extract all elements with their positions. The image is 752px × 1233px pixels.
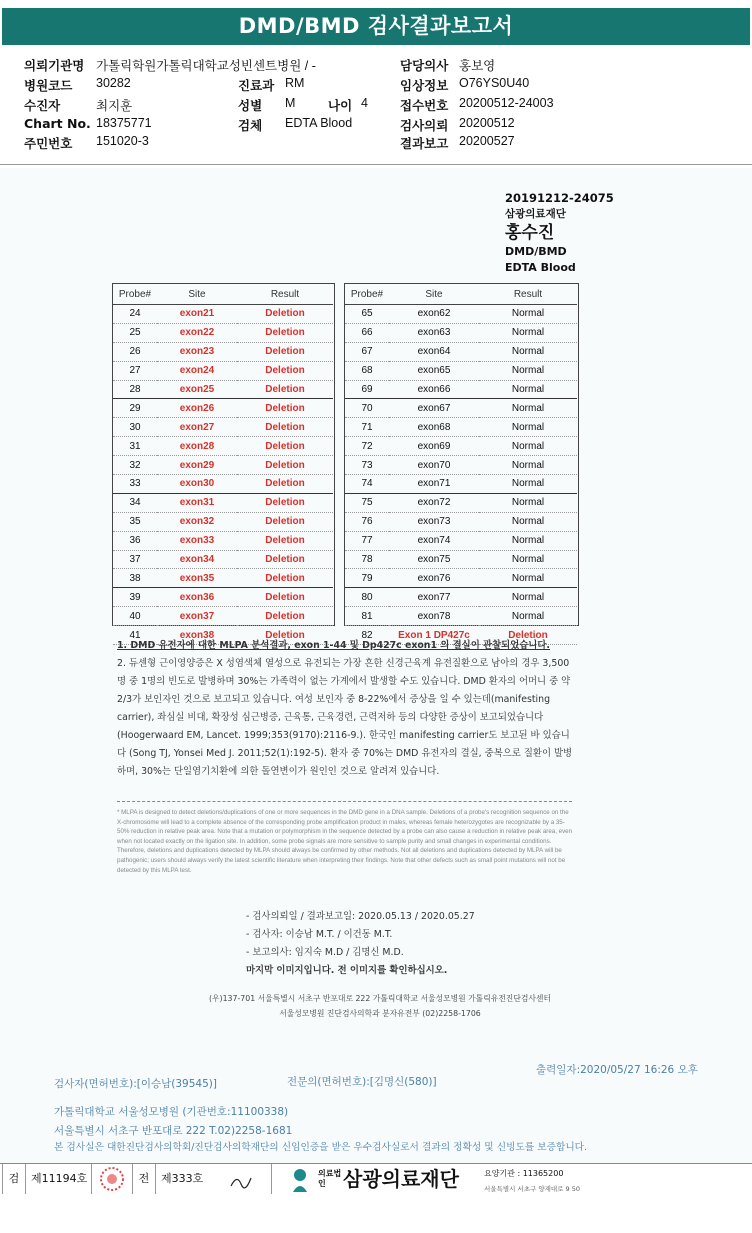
table-row [113,342,333,361]
table-row [345,361,577,380]
org-code: 요양기관 : 11365200 [484,1169,564,1178]
header-divider [0,164,752,165]
probe-cell: 34 [113,493,157,512]
result-cell: Deletion [237,418,333,437]
result-cell: Deletion [237,342,333,361]
result-cell: Normal [479,588,577,607]
bottom-strip [0,1163,752,1194]
probe-cell: 82 [345,626,389,645]
lab-contact: 서울성모병원 진단검사의학과 분자유전부 (02)2258-1706 [279,1009,481,1018]
table-row [113,493,333,512]
strip-cell-3: 전 [133,1164,156,1194]
stamp-specimen: EDTA Blood [505,261,576,274]
result-cell: Normal [479,361,577,380]
result-cell: Normal [479,531,577,550]
certification-statement: 본 검사실은 대한진단검사의학회/진단검사의학재단의 신임인증을 받은 우수검사실로서 결과의 정확성 및 신빙도를 보증합니다. [54,1142,588,1153]
probe-cell: 30 [113,418,157,437]
result-cell: Normal [479,569,577,588]
table-row [345,569,577,588]
receipt-label: 접수번호 [400,98,449,113]
col-result-header: Result [479,284,577,305]
col-probe-header: Probe# [345,284,389,305]
probe-cell: 70 [345,399,389,418]
table-row [345,380,577,399]
table-row [345,475,577,494]
result-cell: Normal [479,550,577,569]
table-row [345,493,577,512]
result-cell: Deletion [237,588,333,607]
probe-cell: 29 [113,399,157,418]
probe-cell: 31 [113,437,157,456]
probe-cell: 69 [345,380,389,399]
result-cell: Normal [479,342,577,361]
table-row [345,550,577,569]
site-cell: exon76 [389,569,479,588]
probe-cell: 25 [113,323,157,342]
physician-value: 홍보영 [459,59,496,73]
strip-license-2: 제333호 [156,1164,272,1194]
site-cell: exon33 [157,531,237,550]
result-cell: Deletion [237,531,333,550]
table-row [345,399,577,418]
code-value: 30282 [96,76,131,90]
report-date-value: 20200527 [459,134,515,148]
result-cell: Deletion [237,550,333,569]
org-name: 삼광의료재단 [343,1167,459,1191]
site-cell: exon23 [157,342,237,361]
site-cell: exon66 [389,380,479,399]
probe-cell: 75 [345,493,389,512]
probe-cell: 68 [345,361,389,380]
right-probe-table [345,284,577,645]
result-cell: Normal [479,399,577,418]
probe-cell: 73 [345,456,389,475]
probe-cell: 65 [345,305,389,324]
probe-cell: 24 [113,305,157,324]
table-row [345,512,577,531]
result-cell: Deletion [237,323,333,342]
mlpa-disclaimer: * MLPA is designed to detect deletions/duplications of one or more sequences in the DMD gene in a DNA sample. Deletions of a probe's recognition sequence on the X-chromosome will lead to a complete absence of the corresponding probe amplification product in males, whereas female heterozygotes are recognizable by a 35-50% reduction in relative peak area. Note that a mutation or polymorphism in the sequence detected by a probe can also cause a reduction in relative peak area, even when not located exactly on the ligation site. In addition, some probe signals are more sensitive to sample purity and small changes in experimental conditions. Therefore, deletions and duplications detected by MLPA should always be confirmed by other methods. Not all deletions and duplications detected by MLPA will be pathogenic; users should always verify the latest scientific literature when interpreting their findings. Note that other defects such as small point mutations will not be detected by this MLPA test. [117,809,573,874]
probe-cell: 28 [113,380,157,399]
site-cell: exon36 [157,588,237,607]
result-cell: Normal [479,475,577,494]
strip-cell-1: 검 [2,1164,26,1194]
probe-cell: 40 [113,607,157,626]
result-cell: Deletion [237,493,333,512]
site-cell: exon64 [389,342,479,361]
site-cell: exon74 [389,531,479,550]
result-cell: Normal [479,380,577,399]
table-row [345,607,577,626]
clinical-value: O76YS0U40 [459,76,530,90]
code-label: 병원코드 [24,78,73,93]
col-site-header: Site [157,284,237,305]
site-cell: exon32 [157,512,237,531]
probe-cell: 78 [345,550,389,569]
specimen-stamp [505,190,614,276]
result-cell: Deletion [237,475,333,494]
table-row [345,305,577,324]
site-cell: exon78 [389,607,479,626]
site-cell: Exon 1 DP427c [389,626,479,645]
table-row [345,342,577,361]
site-cell: exon22 [157,323,237,342]
site-cell: exon62 [389,305,479,324]
probe-cell: 32 [113,456,157,475]
specimen-label: 검체 [238,118,263,133]
title-bar [0,0,752,50]
result-cell: Normal [479,512,577,531]
table-row [113,550,333,569]
result-cell: Normal [479,607,577,626]
site-cell: exon27 [157,418,237,437]
site-cell: exon73 [389,512,479,531]
test-dates: - 검사의뢰일 / 결과보고일: 2020.05.13 / 2020.05.27 [246,911,475,922]
examiner-license: 검사자(면허번호):[이승남(39545)] [54,1078,217,1090]
probe-cell: 27 [113,361,157,380]
site-cell: exon37 [157,607,237,626]
site-cell: exon29 [157,456,237,475]
table-row [113,512,333,531]
stamp-name: 홍수진 [505,223,555,243]
table-row [113,418,333,437]
site-cell: exon34 [157,550,237,569]
last-page-notice: 마지막 이미지입니다. 전 이미지를 확인하십시오. [246,965,448,976]
probe-cell: 66 [345,323,389,342]
hospital-value: 가톨릭학원가톨릭대학교성빈센트병원 / - [96,59,316,73]
stamp-org: 삼광의료재단 [505,208,566,220]
table-row [345,531,577,550]
result-cell: Deletion [237,456,333,475]
site-cell: exon35 [157,569,237,588]
finding-summary: 1. DMD 유전자에 대한 MLPA 분석결과, exon 1-44 및 Dp427c exon1 의 결실이 관찰되었습니다. [117,640,550,651]
site-cell: exon67 [389,399,479,418]
result-cell: Deletion [237,399,333,418]
table-row [345,588,577,607]
specimen-value: EDTA Blood [285,116,353,130]
age-value: 4 [361,96,368,110]
left-probe-table [113,284,333,645]
site-cell: exon69 [389,437,479,456]
probe-cell: 79 [345,569,389,588]
probe-cell: 26 [113,342,157,361]
col-probe-header: Probe# [113,284,157,305]
collector-label: 수진자 [24,98,61,113]
result-cell: Normal [479,305,577,324]
table-row [345,323,577,342]
result-cell: Normal [479,418,577,437]
result-cell: Deletion [237,607,333,626]
table-row [113,437,333,456]
result-cell: Deletion [237,437,333,456]
site-cell: exon77 [389,588,479,607]
result-cell: Deletion [479,626,577,645]
receipt-value: 20200512-24003 [459,96,554,110]
result-cell: Deletion [237,305,333,324]
result-cell: Deletion [237,569,333,588]
age-label: 나이 [328,98,353,113]
probe-cell: 77 [345,531,389,550]
site-cell: exon72 [389,493,479,512]
dept-label: 진료과 [238,78,275,93]
report-date-label: 결과보고 [400,136,449,151]
patient-header [0,52,752,162]
result-cell: Deletion [237,626,333,645]
stamp-number: 20191212-24075 [505,191,614,205]
specialist-license: 전문의(면허번호):[김명신(580)] [287,1076,437,1088]
site-cell: exon28 [157,437,237,456]
hospital-id: 가톨릭대학교 서울성모병원 (기관번호:11100338) [54,1106,289,1118]
chart-label: Chart No. [24,116,91,131]
output-date: 출력일자:2020/05/27 16:26 오후 [536,1064,698,1076]
table-row [113,456,333,475]
table-row [113,607,333,626]
result-cell: Normal [479,493,577,512]
site-cell: exon31 [157,493,237,512]
report-title: DMD/BMD 검사결과보고서 [2,8,750,45]
dept-value: RM [285,76,305,90]
seal-icon [92,1164,133,1194]
result-cell: Normal [479,323,577,342]
site-cell: exon75 [389,550,479,569]
org-address: 서울특별시 서초구 양재대로 9 50 [484,1185,581,1193]
physician-label: 담당의사 [400,58,449,73]
site-cell: exon70 [389,456,479,475]
table-row [113,380,333,399]
probe-cell: 71 [345,418,389,437]
probe-cell: 80 [345,588,389,607]
table-row [113,475,333,494]
col-site-header: Site [389,284,479,305]
probe-cell: 74 [345,475,389,494]
org-prefix: 의료법인 [318,1169,342,1188]
result-cell: Normal [479,437,577,456]
site-cell: exon24 [157,361,237,380]
probe-cell: 37 [113,550,157,569]
result-cell: Deletion [237,380,333,399]
site-cell: exon68 [389,418,479,437]
result-cell: Normal [479,456,577,475]
probe-cell: 39 [113,588,157,607]
sex-value: M [285,96,296,110]
probe-cell: 33 [113,475,157,494]
sex-label: 성별 [238,98,263,113]
finding-description: 2. 듀센형 근이영양증은 X 성염색체 열성으로 유전되는 가장 흔한 신경근육계 유전질환으로 남아의 경우 3,500명 중 1명의 빈도로 발병하며 30%는 가족력이 없는 가계에서 발생할 수도 있습니다. DMD 환자의 어머니 중 약 2/3가 보인자인 것으로 보고되고 있습니다. 여성 보인자 중 8-22%에서 증상을 일 수 있는데(manifesting carrier), 좌심실 비대, 확장성 심근병증, 근육통, 근육경련, 근력저하 등의 다양한 증상이 보고되었습니다(Hoogerwaard EM, Lancet. 1999;353(9170):2116-9.). 한국인 manifesting carrier도 보고된 바 있습니다 (Song TJ, Yonsei Med J. 2011;52(1):192-5). 환자 중 70%는 DMD 유전자의 결실, 중복으로 질환이 발병하며, 30%는 단일염기치환에 의한 돌연변이가 원인인 것으로 알려져 있습니다. [117,658,573,777]
table-row [113,531,333,550]
probe-cell: 41 [113,626,157,645]
clinical-label: 임상정보 [400,78,449,93]
result-cell: Deletion [237,361,333,380]
reporter-names: - 보고의사: 임지숙 M.D / 김명신 M.D. [246,947,404,958]
lab-address: (우)137-701 서울특별시 서초구 반포대로 222 가톨릭대학교 서울성모병원 가톨릭유전진단검사센터 [208,994,552,1003]
collector-value: 최지훈 [96,99,133,113]
strip-license-1: 제11194호 [25,1164,92,1194]
site-cell: exon65 [389,361,479,380]
probe-cell: 72 [345,437,389,456]
site-cell: exon63 [389,323,479,342]
col-result-header: Result [237,284,333,305]
probe-cell: 38 [113,569,157,588]
site-cell: exon38 [157,626,237,645]
table-row [113,305,333,324]
table-row [345,437,577,456]
hospital-label: 의뢰기관명 [24,58,85,73]
table-row [345,456,577,475]
dashed-divider [117,801,572,802]
stamp-test: DMD/BMD [505,245,567,258]
table-row [113,569,333,588]
id-label: 주민번호 [24,136,73,151]
tester-names: - 검사자: 이승남 M.T. / 이건동 M.T. [246,929,393,940]
hospital-address: 서울특별시 서초구 반포대로 222 T.02)2258-1681 [54,1125,293,1137]
table-row [113,588,333,607]
table-row [113,361,333,380]
chart-value: 18375771 [96,116,152,130]
probe-cell: 36 [113,531,157,550]
table-row [113,399,333,418]
probe-cell: 67 [345,342,389,361]
result-cell: Deletion [237,512,333,531]
site-cell: exon21 [157,305,237,324]
table-row [345,418,577,437]
request-label: 검사의뢰 [400,118,449,133]
probe-cell: 81 [345,607,389,626]
site-cell: exon26 [157,399,237,418]
probe-cell: 76 [345,512,389,531]
signature-icon [227,1164,265,1194]
request-value: 20200512 [459,116,515,130]
org-logo-icon [290,1168,310,1196]
site-cell: exon71 [389,475,479,494]
site-cell: exon30 [157,475,237,494]
site-cell: exon25 [157,380,237,399]
table-row [113,323,333,342]
id-value: 151020-3 [96,134,149,148]
probe-cell: 35 [113,512,157,531]
